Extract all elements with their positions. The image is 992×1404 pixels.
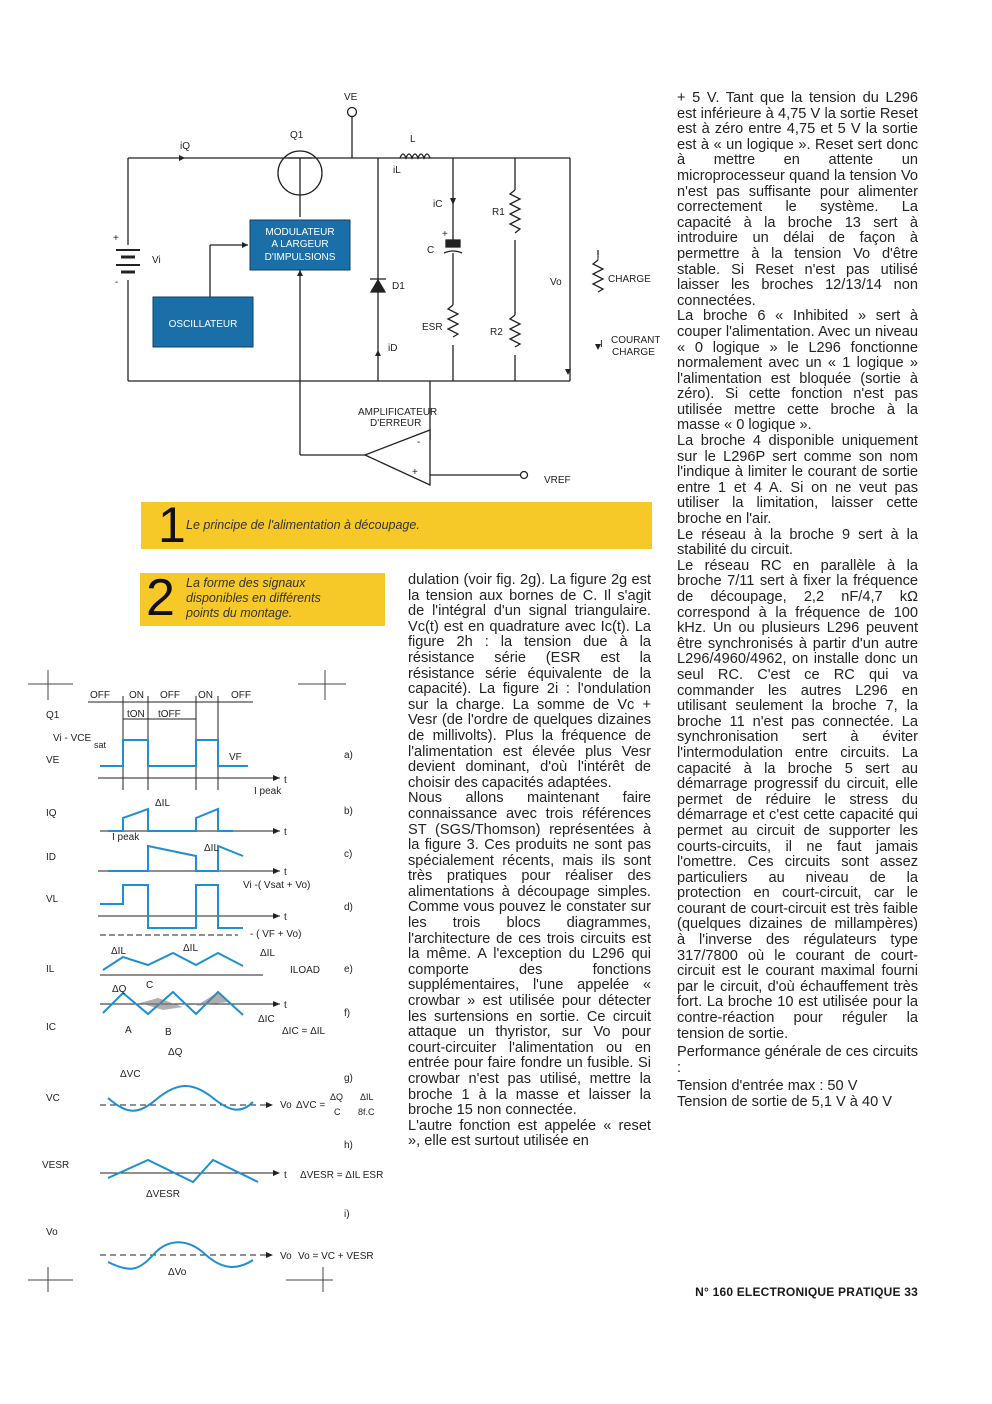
mark-c: c) — [344, 849, 353, 860]
right-para-4: Le réseau à la broche 9 sert à la stabilité du circuit. — [677, 526, 918, 559]
vl-top: Vi -( Vsat + Vo) — [243, 880, 311, 891]
label-il: iL — [393, 165, 401, 176]
modulateur-line-1: MODULATEUR — [265, 227, 335, 238]
dq-f2: ΔQ — [168, 1047, 183, 1058]
row-id: ID — [46, 852, 56, 863]
label-courant: COURANT — [611, 335, 660, 346]
label-opamp-plus: + — [412, 467, 418, 478]
modulateur-line-3: D'IMPULSIONS — [264, 252, 336, 263]
row-vesr: VESR — [42, 1160, 70, 1171]
dq-f: ΔQ — [112, 984, 127, 995]
modulateur-line-2: A LARGEUR — [271, 239, 329, 250]
frac-dq: ΔQ — [330, 1092, 344, 1102]
label-vi: Vi — [152, 255, 161, 266]
label-iq: iQ — [180, 141, 190, 152]
dil-b: ΔIL — [155, 798, 171, 809]
c-f: C — [146, 980, 154, 991]
ipeak-c: I peak — [112, 832, 140, 843]
label-l: L — [410, 134, 416, 145]
figure-1-schematic — [100, 85, 660, 495]
dvo: ΔVo — [168, 1267, 187, 1278]
label-bat-plus: + — [113, 233, 119, 244]
hdr-toff: tOFF — [158, 709, 181, 720]
t-d: t — [284, 912, 287, 923]
label-vref: VREF — [544, 475, 571, 486]
mark-h: h) — [344, 1140, 353, 1151]
mark-b: b) — [344, 806, 353, 817]
t-b: t — [284, 827, 287, 838]
mid-para-2: Nous allons maintenant faire connaissance avec trois références ST (SGS/Thomson) représentées à la figure 3. Ces produits ne sont pas spécialement récents, mais ils sont très pratiques pour réaliser des alimentations à découpage simples. Comme vous pouvez le constater sur les trois blocs diagrammes, l'architecture de ces trois circuits est la même. A l'exception du L296 qui comporte des fonctions supplémentaires, l'une appelée « crowbar » est utilisée pour détecter les surtensions en sortie. Ce circuit attaque un thyristor, sur Vo pour court-circuiter l'alimentation ou en entrée pour faire fondre un fusible. Si crowbar n'est pas utilisé, mettre la broche 1 à la masse et laisser la broche 15 non connectée. — [408, 790, 651, 1119]
right-para-6: Performance générale de ces circuits : — [677, 1044, 918, 1076]
desr-eq: ΔVESR = ΔIL ESR — [300, 1170, 384, 1181]
label-vf: VF — [229, 752, 242, 763]
label-esr: ESR — [422, 322, 443, 333]
frac-c: C — [334, 1107, 341, 1117]
figure-2-caption-2: disponibles en différents — [186, 591, 321, 605]
label-c: C — [427, 245, 435, 256]
mark-a: a) — [344, 750, 353, 761]
row-vl: VL — [46, 894, 59, 905]
label-ampli-1: AMPLIFICATEUR — [358, 407, 438, 418]
b-f: B — [165, 1027, 172, 1038]
page-footer: N° 160 ELECTRONIQUE PRATIQUE 33 — [695, 1285, 918, 1299]
label-ve: VE — [344, 92, 358, 103]
label-opamp-minus: - — [417, 437, 421, 448]
hdr-on2: ON — [198, 690, 213, 701]
dic-eq: ΔIC = ΔIL — [282, 1026, 326, 1037]
hdr-off3: OFF — [231, 690, 251, 701]
mark-f: f) — [344, 1008, 351, 1019]
row-il: IL — [46, 964, 55, 975]
label-i: I — [600, 339, 603, 350]
dil-e1: ΔIL — [111, 946, 127, 957]
vo-i: Vo — [280, 1251, 292, 1262]
vi-vce: Vi - VCE — [53, 733, 92, 744]
mark-e: e) — [344, 964, 353, 975]
right-column — [677, 91, 918, 1111]
middle-column — [408, 573, 651, 1150]
frac-8fc: 8f.C — [358, 1107, 375, 1117]
label-bat-minus: - — [115, 277, 119, 288]
vce-sat: sat — [94, 740, 107, 750]
dvesr: ΔVESR — [146, 1189, 180, 1200]
row-ic: IC — [46, 1022, 56, 1033]
mark-d: d) — [344, 902, 353, 913]
hdr-ton: tON — [127, 709, 145, 720]
label-vo: Vo — [550, 277, 562, 288]
right-para-8: Tension de sortie de 5,1 V à 40 V — [677, 1094, 892, 1110]
mark-i: i) — [344, 1209, 350, 1220]
row-vc: VC — [46, 1093, 60, 1104]
mid-para-1: dulation (voir fig. 2g). La figure 2g est la tension aux bornes de C. Il s'agit de l'intégral d'un signal triangulaire. Vc(t) est en quadrature avec Ic(t). La figure 2h : la tension due à la résistance série (ESR est la résistance série équivalente de la capacité). La figure 2i : l'ondulation sur la charge. La somme de Vc + Vesr (de l'ordre de quelques dizaines de millivolts). Plus la fréquence de l'alimentation est élevée plus Vesr devient dominant, d'où l'intérêt de choisir des capacités adaptées. — [408, 572, 651, 791]
label-charge: CHARGE — [608, 274, 651, 285]
vo-eq: Vo = VC + VESR — [298, 1251, 374, 1262]
figure-2-number: 2 — [146, 569, 175, 627]
figure-2-caption-1: La forme des signaux — [186, 576, 306, 590]
t-a: t — [284, 775, 287, 786]
ipeak-a: I peak — [254, 786, 282, 797]
hdr-off1: OFF — [90, 690, 110, 701]
a-f: A — [125, 1025, 132, 1036]
t-e: t — [284, 1000, 287, 1011]
right-para-5: Le réseau RC en parallèle à la broche 7/11 sert à fixer la fréquence de découpage, 2,2 nF/4,7 kΩ correspond à la fréquence de 100 kHz. Un ou plusieurs L296 peuvent être synchronisés à partir d'un autre L296/4960/4962, on installe donc un seul RC. C'est ce RC qui va commander les autres L296 en utilisant seulement la broche 7, la broche 11 n'est pas connectée. La synchronisation sert à éviter l'intermodulation entre circuits. La capacité à la broche 5 sert au démarrage progressif du circuit, elle permet de réduire le stress du démarrage et c'est cette capacité qui permet au circuit de supporter les courts-circuits, il ne faut jamais l'omettre. Ces circuits sont assez particuliers au niveau de la protection en court-circuit, car le courant de court-circuit est très faible (quelques dizaines de millampères) à l'inverse des régulateurs type 317/7800 où le courant de court-circuit est le courant maximal fourni par le circuit, d'où échauffement très fort. La broche 10 est utilisée pour la contre-réaction pour réguler la tension de sortie. — [677, 557, 918, 1042]
hdr-off2: OFF — [160, 690, 180, 701]
t-c: t — [284, 867, 287, 878]
oscillateur-label: OSCILLATEUR — [168, 319, 238, 330]
mark-g: g) — [344, 1073, 353, 1084]
hdr-on1: ON — [129, 690, 144, 701]
dvc: ΔVC — [120, 1069, 141, 1080]
label-ic: iC — [433, 199, 443, 210]
label-d1: D1 — [392, 281, 405, 292]
right-para-1: + 5 V. Tant que la tension du L296 est inférieure à 4,75 V la sortie Reset est à zéro entre 4,75 et 5 V la sortie est à « un logique ». Reset sert donc à mettre en attente un microprocesseur quand la tension Vo n'est pas suffisante pour alimenter correctement le système. La capacité à la broche 13 sert à introduire un délai de façon à permettre à la tension Vo d'être stable. Si Reset n'est pas utilisé laisser les broches 12/13/14 non connectées. — [677, 90, 918, 309]
row-iq: IQ — [46, 808, 57, 819]
dvc-eq: ΔVC = — [296, 1100, 326, 1111]
dil-e2: ΔIL — [183, 943, 199, 954]
right-para-3: La broche 4 disponible uniquement sur le L296P sert comme son nom l'indique à limiter le courant de sortie entre 1 et 4 A. Si on ne veut pas utiliser la limitation, laisser cette broche en l'air. — [677, 433, 918, 528]
mid-para-3: L'autre fonction est appelée « reset », elle est surtout utilisée en — [408, 1117, 651, 1150]
label-charge2: CHARGE — [612, 347, 655, 358]
iload: ILOAD — [290, 965, 321, 976]
right-para-7: Tension d'entrée max : 50 V — [677, 1078, 858, 1095]
dic-f: ΔIC — [258, 1014, 275, 1025]
figure-1-caption: Le principe de l'alimentation à découpage. — [186, 518, 420, 532]
row-vo: Vo — [46, 1227, 58, 1238]
dil-c: ΔIL — [204, 843, 220, 854]
figure-1-number: 1 — [158, 497, 186, 553]
figure-2-caption-3: points du montage. — [186, 606, 293, 620]
vl-bot: - ( VF + Vo) — [250, 929, 302, 940]
frac-dil: ΔIL — [360, 1092, 374, 1102]
t-h: t — [284, 1170, 287, 1181]
dil-e3: ΔIL — [260, 948, 276, 959]
label-r2: R2 — [490, 327, 503, 338]
figure-2-waveforms — [28, 670, 400, 1295]
label-r1: R1 — [492, 207, 505, 218]
label-id: iD — [388, 343, 398, 354]
label-ampli-2: D'ERREUR — [370, 418, 422, 429]
right-para-2: La broche 6 « Inhibited » sert à couper l'alimentation. Avec un niveau « 0 logique » le L296 fonctionne normalement avec un « 1 logique » l'alimentation est bloquée (sortie à zéro). Si cette fonction n'est pas utilisée mettre cette broche à la masse « 0 logique ». — [677, 308, 918, 434]
label-q1: Q1 — [290, 130, 304, 141]
row-q1: Q1 — [46, 710, 60, 721]
row-ve: VE — [46, 755, 60, 766]
label-cplus: + — [442, 229, 448, 240]
vo-g: Vo — [280, 1100, 292, 1111]
